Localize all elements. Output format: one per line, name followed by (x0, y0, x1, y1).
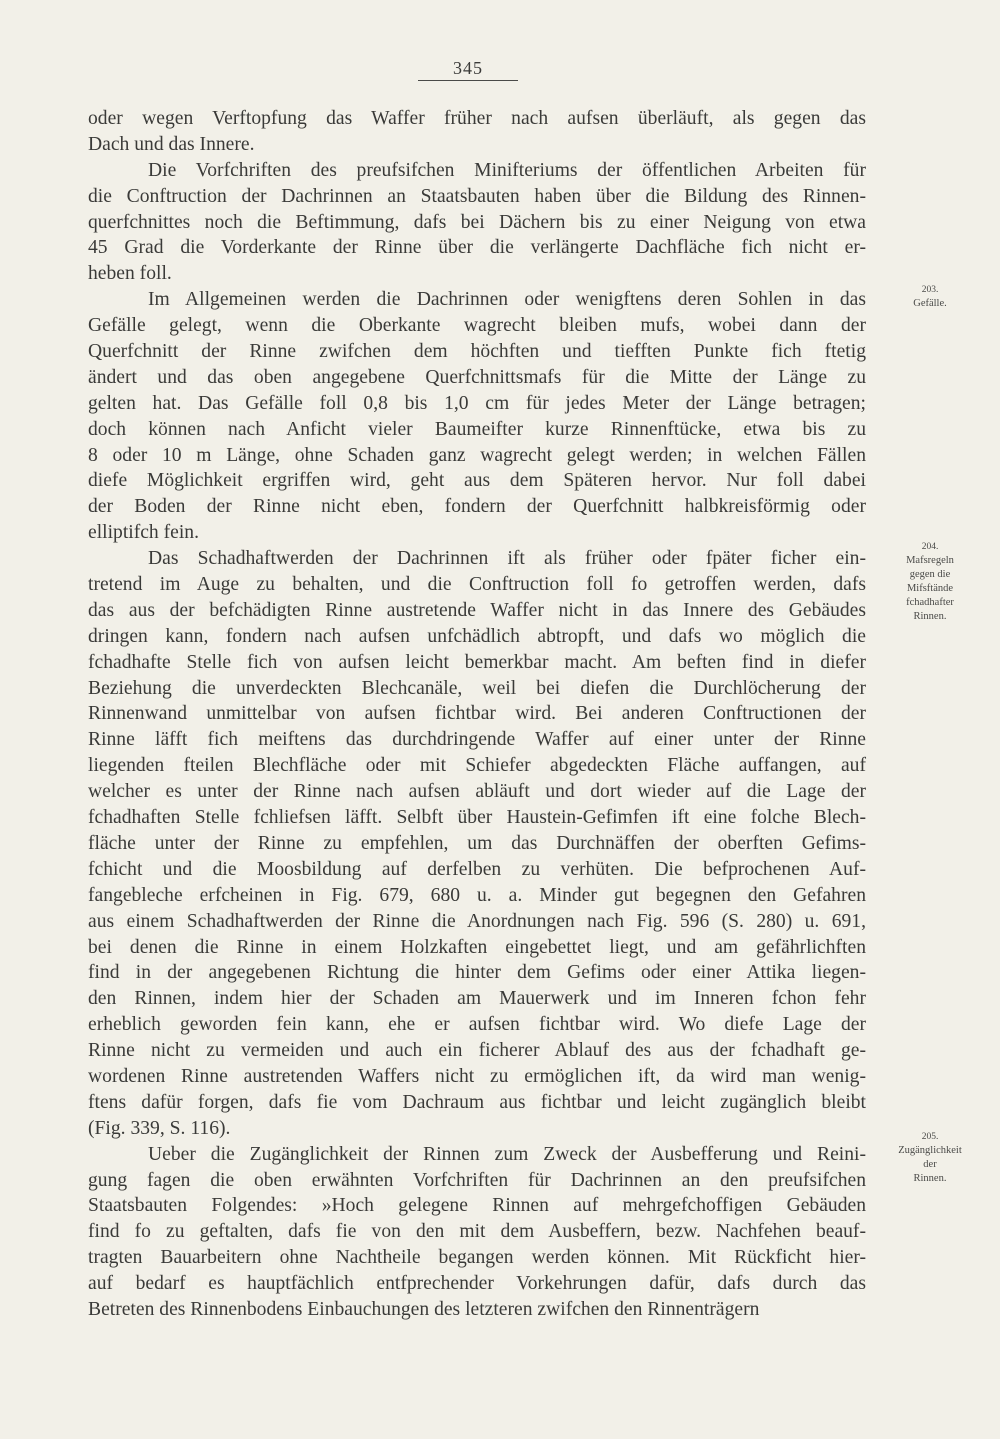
text-line: Rinne nicht zu vermeiden und auch ein ficherer Ablauf des aus der fchadhaft ge- (88, 1040, 866, 1062)
text-line: Querfchnitt der Rinne zwifchen dem höchften und tiefften Punkte fich ftetig (88, 341, 866, 363)
margin-note-line: Zugänglichkeit (898, 1145, 962, 1156)
text-line: welcher es unter der Rinne nach aufsen abläuft und dort wieder auf die Lage der (88, 781, 866, 803)
text-line: fchicht und die Moosbildung auf derfelben zu verhüten. Die befprochenen Auf- (88, 858, 866, 880)
margin-note-204 (880, 540, 980, 624)
text-line: gelten hat. Das Gefälle foll 0,8 bis 1,0 cm für jedes Meter der Länge betragen; (88, 392, 866, 414)
margin-note-line: Mifsftände (906, 583, 954, 594)
text-line: Gefälle gelegt, wenn die Oberkante wagrecht bleiben mufs, wobei dann der (88, 315, 866, 337)
paragraph (88, 158, 866, 287)
text-line: dringen kann, fondern nach aufsen unfchädlich abtropft, und dafs wo möglich die (88, 625, 866, 647)
text-line: find in der angegebenen Richtung die hinter dem Gefims oder einer Attika liegen- (88, 962, 866, 984)
margin-note-number: 203. (921, 285, 939, 295)
text-line: Die Vorfchriften des preufsifchen Minifteriums der öffentlichen Arbeiten für (148, 159, 866, 181)
text-line: den Rinnen, indem hier der Schaden am Mauerwerk und im Inneren fchon fehr (88, 988, 866, 1010)
margin-note-number: 205. (921, 1132, 939, 1142)
text-line: liegenden fteilen Blechfläche oder mit Schiefer abgedeckten Fläche auffangen, auf (88, 755, 866, 777)
margin-note-203 (880, 283, 980, 311)
paragraph (88, 546, 866, 1141)
paragraph (88, 106, 866, 158)
text-line: fangebleche erfcheinen in Fig. 679, 680 u. a. Minder gut begegnen den Gefahren (88, 884, 866, 906)
text-line: ftens dafür forgen, dafs fie vom Dachraum aus fichtbar und leicht zugänglich bleibt (88, 1091, 866, 1113)
margin-note-line: Rinnen. (913, 611, 947, 622)
text-line: querfchnittes noch die Beftimmung, dafs bei Dächern bis zu einer Neigung von etwa (88, 211, 866, 233)
margin-note-number: 204. (921, 542, 939, 552)
text-line: der Boden der Rinne nicht eben, fondern der Querfchnitt halbkreisförmig oder (88, 496, 866, 518)
text-line: auf bedarf es hauptfächlich entfprechender Vorkehrungen dafür, dafs durch das (88, 1273, 866, 1295)
text-line: gung fagen die oben erwähnten Vorfchriften für Dachrinnen an den preufsifchen (88, 1169, 866, 1191)
text-line: tragten Bauarbeitern ohne Nachtheile begangen werden können. Mit Rückficht hier- (88, 1247, 866, 1269)
margin-note-line: fchadhafter (906, 597, 954, 608)
paragraph (88, 287, 866, 546)
text-line: find fo zu geftalten, dafs fie von den mit dem Ausbeffern, bezw. Nachfehen beauf- (88, 1221, 866, 1243)
text-line: erheblich geworden fein kann, ehe er aufsen fichtbar wird. Wo diefe Lage der (88, 1014, 866, 1036)
text-line: (Fig. 339, S. 116). (88, 1117, 231, 1139)
text-line: fchadhaften Stelle fchliefsen läfft. Selbft über Haustein-Gefimfen ift eine folche Blech- (88, 807, 866, 829)
margin-note-line: Gefälle. (913, 298, 947, 309)
text-line: fläche unter der Rinne zu empfehlen, um das Durchnäffen der oberften Gefims- (88, 832, 866, 854)
text-line: Ueber die Zugänglichkeit der Rinnen zum Zweck der Ausbefferung und Reini- (148, 1143, 866, 1165)
text-line: das aus der befchädigten Rinne austretende Waffer nicht in das Innere des Gebäudes (88, 599, 866, 621)
text-line: Das Schadhaftwerden der Dachrinnen ift als früher oder fpäter ficher ein- (148, 548, 866, 570)
text-line: die Conftruction der Dachrinnen an Staatsbauten haben über die Bildung des Rinnen- (88, 185, 866, 207)
text-line: heben foll. (88, 263, 172, 285)
text-line: elliptifch fein. (88, 522, 199, 544)
text-line: fchadhafte Stelle fich von aufsen leicht bemerkbar macht. Am beften find in diefer (88, 651, 866, 673)
text-line: Im Allgemeinen werden die Dachrinnen oder wenigftens deren Sohlen in das (148, 289, 866, 311)
text-line: wordenen Rinne austretenden Waffers nicht zu ermöglichen ift, da wird man wenig- (88, 1065, 866, 1087)
margin-note-line: der (923, 1159, 937, 1170)
text-line: Staatsbauten Folgendes: »Hoch gelegene Rinnen auf mehrgefchoffigen Gebäuden (88, 1195, 866, 1217)
text-line: 8 oder 10 m Länge, ohne Schaden ganz wagrecht gelegt werden; in welchen Fällen (88, 444, 866, 466)
text-line: bei denen die Rinne in einem Holzkaften eingebettet liegt, und am gefährlichften (88, 936, 866, 958)
paragraph (88, 1142, 866, 1323)
text-line: aus einem Schadhaftwerden der Rinne die Anordnungen nach Fig. 596 (S. 280) u. 691, (88, 910, 866, 932)
text-line: oder wegen Verftopfung das Waffer früher nach aufsen überläuft, als gegen das (88, 108, 866, 129)
text-line: doch können nach Anficht vieler Baumeifter kurze Rinnenftücke, etwa bis zu (88, 418, 866, 440)
margin-note-205 (880, 1130, 980, 1186)
page-number: 345 (418, 58, 518, 81)
text-line: diefe Möglichkeit ergriffen wird, geht aus dem Späteren hervor. Nur foll dabei (88, 470, 866, 492)
body-text (88, 106, 866, 1323)
text-line: Betreten des Rinnenbodens Einbauchungen des letzteren zwifchen den Rinnenträgern (88, 1298, 760, 1320)
text-line: ändert und das oben angegebene Querfchnittsmafs für die Mitte der Länge zu (88, 366, 866, 388)
margin-note-line: Mafsregeln (906, 555, 954, 566)
text-line: Rinnenwand unmittelbar von aufsen fichtbar wird. Bei anderen Conftructionen der (88, 703, 866, 725)
text-line: Rinne läfft fich meiftens das durchdringende Waffer auf einer unter der Rinne (88, 729, 866, 751)
margin-note-line: Rinnen. (913, 1173, 947, 1184)
text-line: 45 Grad die Vorderkante der Rinne über die verlängerte Dachfläche fich nicht er- (88, 237, 866, 259)
text-line: tretend im Auge zu behalten, und die Conftruction foll fo getroffen werden, dafs (88, 574, 866, 596)
text-line: Dach und das Innere. (88, 133, 255, 155)
margin-note-line: gegen die (909, 569, 951, 580)
text-line: Beziehung die unverdeckten Blechcanäle, weil bei diefen die Durchlöcherung der (88, 677, 866, 699)
